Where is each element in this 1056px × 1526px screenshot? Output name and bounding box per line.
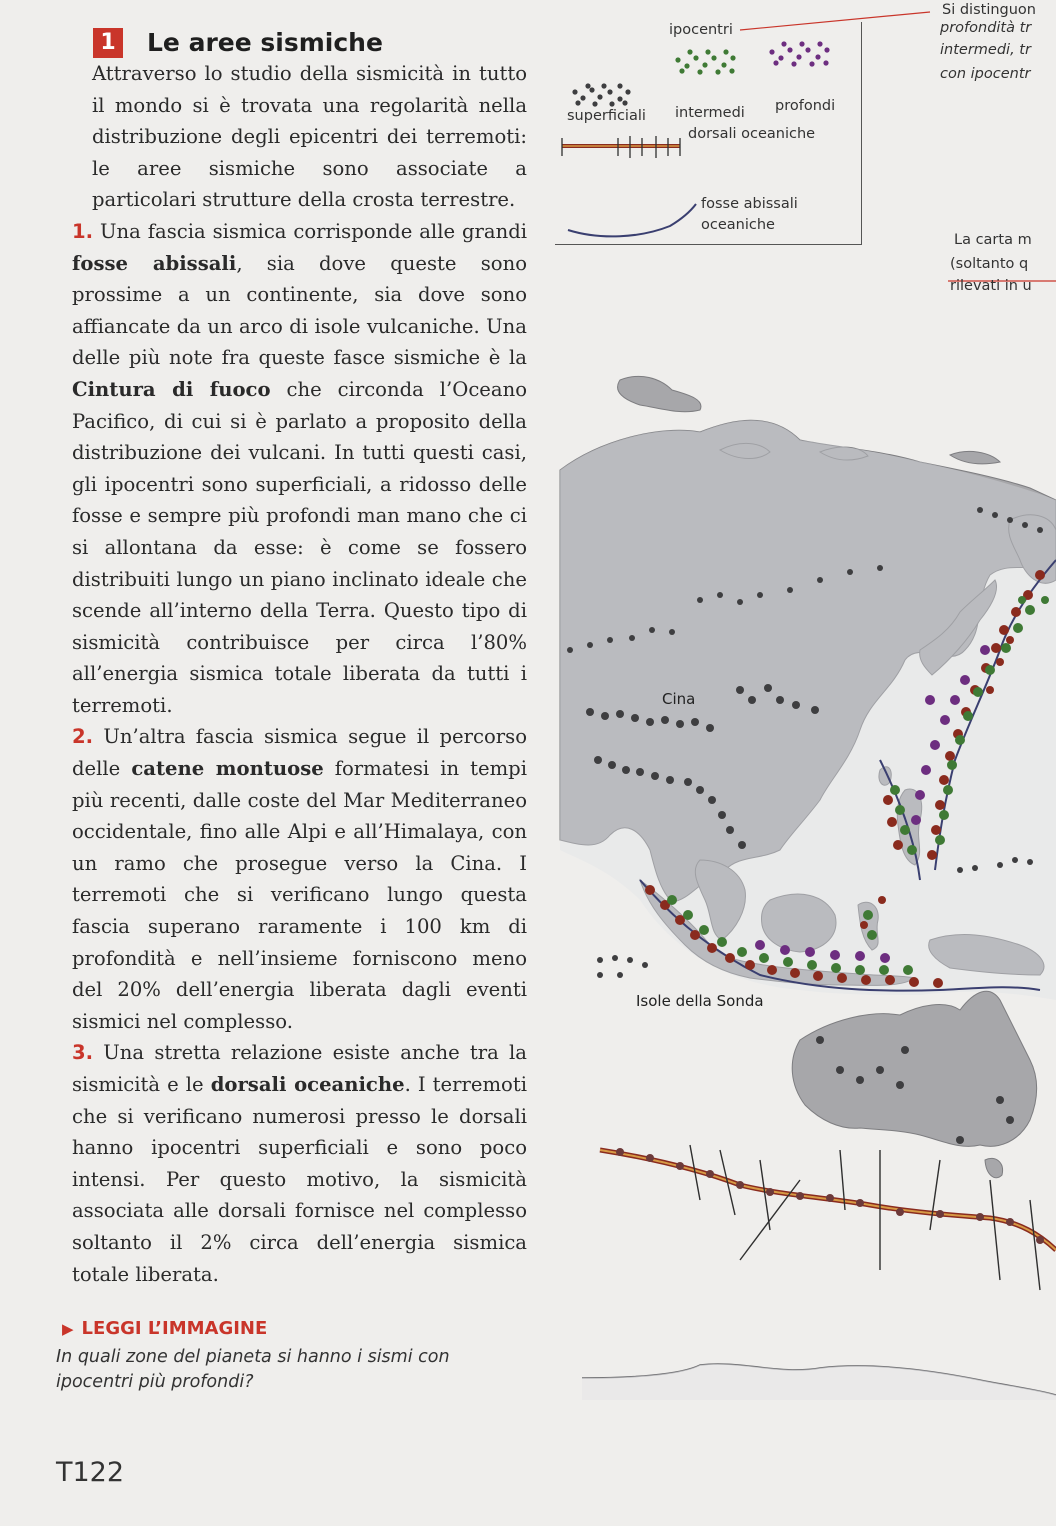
point-3-number: 3. xyxy=(72,1041,94,1065)
intro-text: Attraverso lo studio della sismicità in tutto il mondo si è trovata una regolarità nella distribuzione degli epicentri dei terremoti: le aree sismiche sono associate a particolari strutture della crosta terrestre. xyxy=(92,62,527,212)
leggi-immagine-heading xyxy=(62,1318,267,1339)
legend-superficiali: superficiali xyxy=(567,108,646,124)
section-title: Le aree sismiche xyxy=(147,28,383,57)
intro-paragraph xyxy=(72,58,527,216)
point-2-bold-catene: catene montuose xyxy=(131,757,324,781)
leggi-immagine-label: LEGGI L’IMMAGINE xyxy=(81,1318,268,1339)
legend-ipocentri-title: ipocentri xyxy=(669,22,733,38)
paragraph-1 xyxy=(72,216,527,722)
point-2-text-b: formatesi in tempi più recenti, dalle coste del Mar Mediterraneo occidentale, fino alle Alpi e all’Himalaya, con un ramo che prosegue verso la Cina. I terremoti che si verificano lungo questa fascia superano raramente i 100 km di profondità e nell’insieme forniscono meno del 20% dell’energia liberata dagli eventi sismici nel complesso. xyxy=(72,757,527,1033)
point-1-bold-fosse: fosse abissali xyxy=(72,251,237,275)
legend-intermedi: intermedi xyxy=(675,105,745,121)
main-text-column xyxy=(72,58,527,1290)
margin-note2-line3: rilevati in u xyxy=(950,278,1032,294)
point-1-text-a: Una fascia sismica corrisponde alle grandi xyxy=(100,219,527,243)
legend-profondi: profondi xyxy=(775,98,836,114)
point-2-text-a: Un’altra fascia sismica segue il percorso delle xyxy=(72,725,527,781)
point-3-text-a: Una stretta relazione esiste anche tra la sismicità e le xyxy=(72,1041,527,1096)
legend-dorsali: dorsali oceaniche xyxy=(688,126,816,142)
play-triangle-icon: ▶ xyxy=(62,1320,74,1338)
paragraph-3 xyxy=(72,1037,527,1290)
margin-note-line2: profondità tr xyxy=(940,20,1032,36)
legend-fosse-line1: fosse abissali xyxy=(701,196,798,212)
map-label-sonda: Isole della Sonda xyxy=(636,992,764,1010)
australia-landmass xyxy=(792,991,1037,1177)
map-label-cina: Cina xyxy=(662,690,696,708)
point-1-bold-cintura: Cintura di fuoco xyxy=(72,377,271,401)
margin-note-line4: con ipocentr xyxy=(940,66,1031,82)
point-3-text-b: . I terremoti che si verificano numerosi presso le dorsali hanno ipocentri superficiali e sono poco intensi. Per questo motivo, la sismicità associata alle dorsali fornisce nel complesso soltanto il 2% circa dell’energia sismica totale liberata. xyxy=(72,1073,527,1286)
point-1-text-b: , sia dove queste sono prossime a un continente, sia dove sono affiancate da un arco di isole vulcaniche. Una delle più note fra queste fasce sismiche è la xyxy=(72,251,527,370)
margin-note-line1: Si distinguon xyxy=(942,2,1036,18)
map-legend xyxy=(555,22,862,245)
margin-note2-line1: La carta m xyxy=(954,232,1032,248)
paragraph-2 xyxy=(72,721,527,1037)
point-1-text-c: che circonda l’Oceano Pacifico, di cui si è parlato a proposito della distribuzione dei vulcani. In tutti questi casi, gli ipocentri sono superficiali, a ridosso delle fosse e sempre più profondi man mano che ci si allontana da esse: è come se fossero distribuiti lungo un piano inclinato ideale che scende all’interno della Terra. Questo tipo di sismicità contribuisce per circa l’80% all’energia sismica totale liberata da tutti i terremoti. xyxy=(72,377,527,717)
section-number-badge: 1 xyxy=(93,28,123,58)
margin-note-line3: intermedi, tr xyxy=(940,42,1031,58)
point-2-number: 2. xyxy=(72,725,94,749)
point-1-number: 1. xyxy=(72,219,94,243)
question-text: In quali zone del pianeta si hanno i sismi con ipocentri più profondi? xyxy=(56,1347,450,1392)
point-3-bold-dorsali: dorsali oceaniche xyxy=(210,1073,405,1096)
margin-note2-line2: (soltanto q xyxy=(950,256,1029,272)
legend-fosse-line2: oceaniche xyxy=(701,217,775,233)
page-number: T122 xyxy=(56,1457,125,1488)
